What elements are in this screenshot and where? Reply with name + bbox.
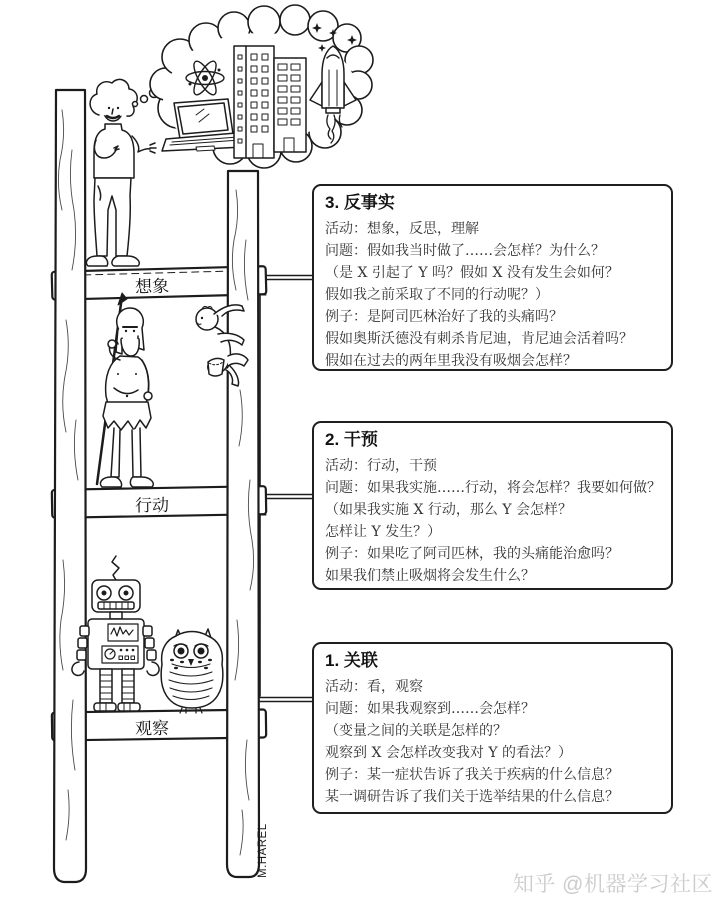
box-line: 活动：想象，反思，理解 — [325, 221, 479, 237]
box-line: 怎样让 Y 发生？） — [325, 524, 442, 540]
ladder-left-pole — [54, 90, 86, 882]
rung-label-imagination: 想象 — [134, 276, 170, 297]
box-line: 例子：是阿司匹林治好了我的头痛吗？ — [325, 309, 563, 325]
box-line: 活动：看，观察 — [325, 679, 423, 695]
box-line: 假如我之前采取了不同的行动呢？） — [325, 287, 549, 303]
box-intervention-title: 2. 干预 — [325, 430, 378, 449]
ladder-right-pole — [227, 171, 259, 877]
box-line: 问题：如果我观察到……会怎样？ — [325, 701, 535, 717]
box-line: 假如在过去的两年里我没有吸烟会怎样？ — [325, 353, 577, 369]
box-line: 如果我们禁止吸烟将会发生什么？ — [325, 568, 535, 584]
box-intervention — [312, 421, 673, 590]
skyscraper-icon — [234, 46, 306, 158]
box-line: 观察到 X 会怎样改变我对 Y 的看法？） — [325, 745, 573, 761]
box-association-title: 1. 关联 — [325, 651, 378, 670]
box-line: 假如奥斯沃德没有刺杀肯尼迪，肯尼迪会活着吗？ — [325, 331, 633, 347]
box-association — [312, 642, 673, 814]
box-line: 问题：假如我当时做了……会怎样？为什么？ — [325, 243, 605, 259]
box-line: 活动：行动，干预 — [325, 458, 437, 474]
rung-label-observation: 观察 — [134, 718, 170, 739]
box-line: 问题：如果我实施……行动，将会怎样？我要如何做？ — [325, 480, 661, 496]
box-line: （变量之间的关联是怎样的？ — [325, 723, 507, 739]
box-line: 例子：如果吃了阿司匹林，我的头痛能治愈吗？ — [325, 546, 619, 562]
einstein-figure — [86, 79, 158, 266]
box-line: 某一调研告诉了我们关于选举结果的什么信息？ — [325, 789, 619, 805]
box-counterfactual — [312, 184, 673, 371]
owl-icon — [161, 629, 223, 713]
box-line: 例子：某一症状告诉了我关于疾病的什么信息？ — [325, 767, 619, 783]
artist-signature: M.HAREL — [257, 823, 269, 878]
caveman-figure — [97, 293, 153, 487]
watermark-zhihu: 知乎 @机器学习社区 — [512, 873, 713, 896]
box-line: （如果我实施 X 行动，那么 Y 会怎样？ — [325, 502, 573, 518]
box-counterfactual-title: 3. 反事实 — [325, 193, 395, 212]
rung-label-action: 行动 — [134, 495, 170, 516]
box-line: （是 X 引起了 Y 吗？假如 X 没有发生会如何？ — [325, 265, 619, 281]
